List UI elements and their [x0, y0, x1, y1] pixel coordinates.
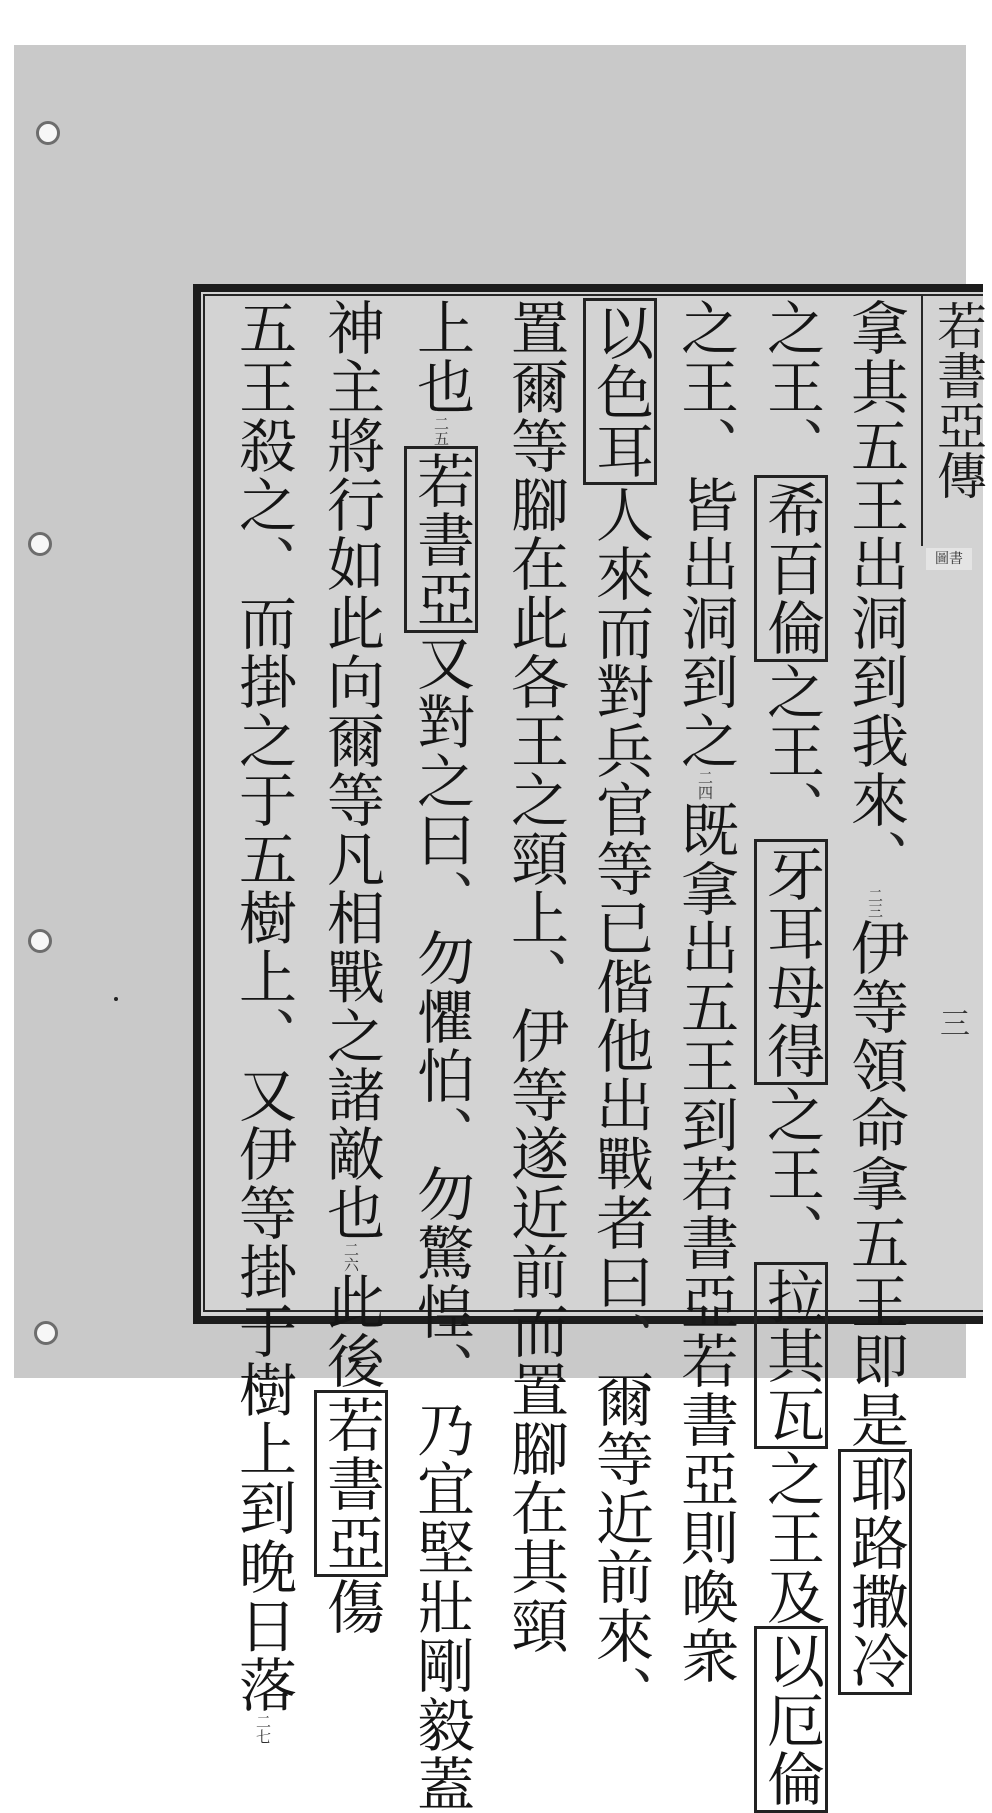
text-run: 而掛之于五樹上 — [229, 593, 297, 1006]
page-edge-mark: 三 — [940, 1007, 970, 1042]
punctuation-mark: 、 — [586, 1311, 654, 1370]
punctuation-mark: 、 — [407, 869, 475, 928]
punctuation-mark: 、 — [407, 1105, 475, 1164]
proper-name: 以厄倫 — [754, 1626, 828, 1813]
verse-number: 二六 — [342, 1242, 360, 1272]
dust-speck — [114, 997, 118, 1001]
punctuation-mark: 、 — [229, 1006, 297, 1065]
text-run: 傷 — [317, 1577, 385, 1636]
punch-hole — [28, 929, 52, 953]
text-run: 伊等領命拿五王即是 — [841, 918, 909, 1449]
text-run: 勿驚惶 — [407, 1164, 475, 1341]
punch-hole — [34, 1321, 58, 1345]
punch-hole — [36, 121, 60, 145]
text-run: 人來而對兵官等已偕他出戰者曰 — [586, 485, 654, 1311]
verse-number: 二七 — [254, 1714, 272, 1744]
text-run: 之王 — [757, 298, 825, 416]
library-stamp: 圖書 — [926, 548, 972, 570]
punctuation-mark: 、 — [229, 534, 297, 593]
proper-name: 希百倫 — [754, 475, 828, 662]
proper-name: 若書亞 — [314, 1390, 388, 1577]
text-column-8 — [221, 298, 305, 1744]
text-run: 皆出洞到之 — [671, 475, 739, 770]
book-title: 若書亞傳 — [929, 300, 987, 500]
text-run: 此後 — [317, 1272, 385, 1390]
punctuation-mark: 、 — [407, 1341, 475, 1400]
text-run: 乃宜堅壯剛毅蓋 — [407, 1400, 475, 1813]
verse-number: 二三 — [866, 888, 884, 918]
text-column-3 — [663, 298, 747, 1685]
text-column-2 — [749, 298, 833, 1808]
text-run: 又對之曰 — [407, 633, 475, 869]
punctuation-mark: 、 — [586, 1665, 654, 1724]
text-run: 伊等遂近前而置腳在其頸 — [501, 1006, 569, 1655]
punctuation-mark: 、 — [671, 416, 739, 475]
text-run: 之王 — [757, 662, 825, 780]
text-run: 勿懼怕 — [407, 928, 475, 1105]
proper-name: 耶路撒冷 — [838, 1449, 912, 1695]
proper-name: 拉其瓦 — [754, 1262, 828, 1449]
punctuation-mark: 、 — [757, 780, 825, 839]
text-run: 五王殺之 — [229, 298, 297, 534]
text-run: 上也 — [407, 298, 475, 416]
verse-number: 二四 — [696, 770, 714, 800]
text-run: 又伊等掛于樹上到晚日落 — [229, 1065, 297, 1714]
text-column-5 — [493, 298, 577, 1655]
proper-name: 牙耳母得 — [754, 839, 828, 1085]
punch-hole — [28, 532, 52, 556]
title-column — [921, 296, 987, 546]
text-column-6 — [399, 298, 483, 1813]
proper-name: 若書亞 — [404, 446, 478, 633]
punctuation-mark: 、 — [757, 416, 825, 475]
text-run: 拿其五王出洞到我來 — [841, 298, 909, 829]
text-run: 置爾等腳在此各王之頸上 — [501, 298, 569, 947]
text-run: 之王及 — [757, 1449, 825, 1626]
text-run: 之王 — [757, 1085, 825, 1203]
text-column-1 — [833, 298, 917, 1690]
punctuation-mark: 、 — [501, 947, 569, 1006]
text-run: 之王 — [671, 298, 739, 416]
text-column-4 — [578, 298, 662, 1724]
text-run: 爾等近前來 — [586, 1370, 654, 1665]
text-run: 神主將行如此向爾等凡相戰之諸敵也 — [317, 298, 385, 1242]
punctuation-mark: 、 — [841, 829, 909, 888]
verse-number: 二五 — [432, 416, 450, 446]
book-page — [193, 284, 987, 1813]
proper-name: 以色耳 — [583, 298, 657, 485]
text-column-7 — [309, 298, 393, 1636]
punctuation-mark: 、 — [757, 1203, 825, 1262]
text-run: 既拿出五王到若書亞若書亞則喚衆 — [671, 800, 739, 1685]
